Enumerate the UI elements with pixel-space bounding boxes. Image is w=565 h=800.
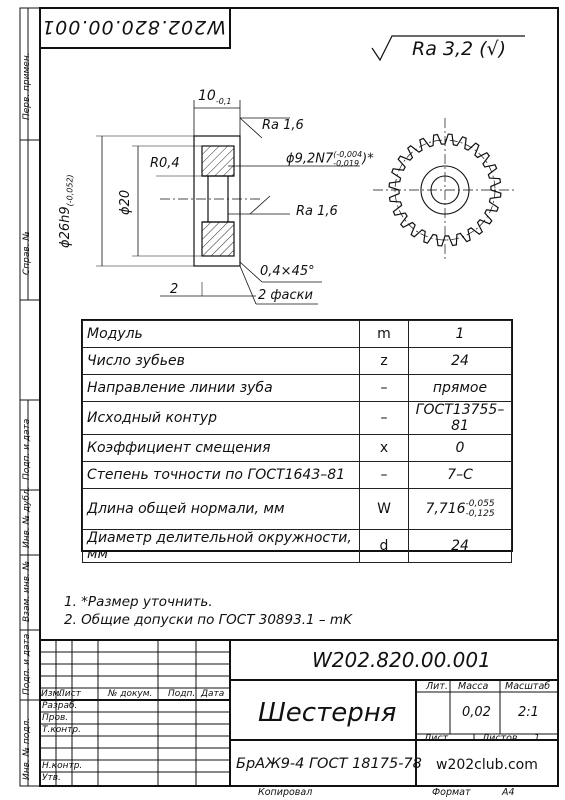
side-label-first-use: Перв. примен. — [22, 52, 32, 120]
param-name: Степень точности по ГОСТ1643–81 — [83, 462, 360, 489]
param-tol-upper: -0,055 — [465, 499, 495, 509]
tb-role-norm-control: Н.контр. — [42, 761, 83, 771]
side-label-reference-no: Справ. № — [22, 231, 32, 275]
tb-role-developer: Разраб. — [42, 701, 78, 711]
param-value: прямое — [409, 375, 512, 402]
param-symbol: z — [360, 348, 409, 375]
width-dimension — [198, 88, 231, 106]
tb-lit-label: Лит. — [426, 681, 448, 692]
title-doc-number: W202.820.00.001 — [312, 648, 491, 672]
tb-format-value: А4 — [502, 787, 515, 798]
tb-header-change: Изм. — [41, 689, 63, 699]
param-row — [83, 402, 512, 435]
param-row — [83, 530, 512, 563]
param-row — [83, 462, 512, 489]
tb-sheet-label: Лист — [424, 733, 449, 744]
param-value: 24 — [409, 530, 512, 563]
tb-mass-value: 0,02 — [462, 705, 491, 720]
param-value: ГОСТ13755–81 — [409, 402, 512, 435]
param-symbol: – — [360, 462, 409, 489]
tb-sheets-label: Листов — [482, 733, 518, 744]
part-name: Шестерня — [258, 698, 397, 728]
param-symbol: m — [360, 321, 409, 348]
chamfer-count-label: 2 фаски — [258, 288, 313, 303]
param-row — [83, 321, 512, 348]
roughness-general: Ra 3,2 (√) — [412, 38, 507, 60]
tb-organization: w202club.com — [436, 757, 538, 773]
gear-front-view — [373, 118, 517, 262]
tb-header-docno: № докум. — [108, 689, 153, 699]
tb-mass-label: Масса — [458, 681, 489, 692]
material: БрАЖ9-4 ГОСТ 18175-78 — [236, 756, 422, 772]
param-name: Модуль — [83, 321, 360, 348]
side-label-replace-inv: Взам. инв. № — [22, 560, 32, 622]
tb-sheets-value: 1 — [534, 733, 541, 744]
outer-dim-value: ϕ26h9 — [58, 206, 73, 248]
param-symbol: d — [360, 530, 409, 563]
tb-role-approved: Утв. — [42, 773, 61, 783]
tb-role-checker: Пров. — [42, 713, 69, 723]
gear-section-view — [96, 100, 363, 304]
hub-diameter-dimension: ϕ20 — [118, 189, 133, 215]
param-tol-lower: -0,125 — [465, 509, 495, 519]
radius-label: R0,4 — [150, 156, 180, 171]
param-name: Диаметр делительной окружности, мм — [83, 530, 360, 563]
tb-role-tech-control: Т.контр. — [42, 725, 82, 735]
param-name: Число зубьев — [83, 348, 360, 375]
param-row — [83, 375, 512, 402]
side-label-dup-inv: Инв. № дубл. — [22, 486, 32, 548]
tb-scale-label: Масштаб — [505, 681, 551, 692]
tb-header-date: Дата — [201, 689, 225, 699]
side-label-orig-inv: Инв. № подл. — [22, 717, 32, 780]
param-row — [83, 489, 512, 530]
bore-dimension — [286, 150, 374, 168]
param-name: Исходный контур — [83, 402, 360, 435]
side-label-sign-date-1: Подп. и дата — [22, 418, 32, 480]
param-symbol: x — [360, 435, 409, 462]
doc-number-rotated: W202.820.00.001 — [41, 16, 226, 38]
tb-header-sheet: Лист — [58, 689, 81, 699]
ra-bottom-label: Ra 1,6 — [296, 204, 338, 219]
gear-parameters-table — [82, 320, 512, 563]
param-name: Направление линии зуба — [83, 375, 360, 402]
width-dim-tolerance: -0,1 — [215, 96, 232, 106]
ra-top-label: Ra 1,6 — [262, 118, 304, 133]
side-label-sign-date-2: Подп. и дата — [22, 633, 32, 695]
param-row — [83, 435, 512, 462]
param-value: 24 — [409, 348, 512, 375]
note-1: 1. *Размер уточнить. — [64, 594, 213, 610]
tb-scale-value: 2:1 — [518, 705, 539, 720]
tb-header-sign: Подп. — [168, 689, 196, 699]
bore-note: )* — [362, 151, 374, 167]
param-symbol: – — [360, 375, 409, 402]
chamfer-label: 0,4×45° — [260, 264, 315, 279]
outer-diameter-dimension — [58, 174, 75, 248]
param-value: 7–C — [409, 462, 512, 489]
bore-tol-upper: (-0,004 — [333, 150, 363, 159]
param-symbol: – — [360, 402, 409, 435]
tb-format-label: Формат — [432, 787, 471, 798]
param-row — [83, 348, 512, 375]
param-value: 1 — [409, 321, 512, 348]
tb-copied-label: Копировал — [258, 787, 313, 798]
note-2: 2. Общие допуски по ГОСТ 30893.1 – mK — [64, 612, 352, 628]
param-value — [409, 489, 512, 530]
param-symbol: W — [360, 489, 409, 530]
outer-dim-tolerance: (-0,052) — [65, 174, 75, 207]
offset-dimension: 2 — [170, 282, 179, 297]
param-name: Длина общей нормали, мм — [83, 489, 360, 530]
bore-tol-lower: -0,019 — [333, 159, 360, 168]
param-value: 0 — [409, 435, 512, 462]
param-value-main: 7,716 — [425, 501, 466, 517]
width-dim-value: 10 — [198, 88, 216, 104]
bore-dim-value: ϕ9,2N7 — [286, 151, 334, 167]
param-name: Коэффициент смещения — [83, 435, 360, 462]
